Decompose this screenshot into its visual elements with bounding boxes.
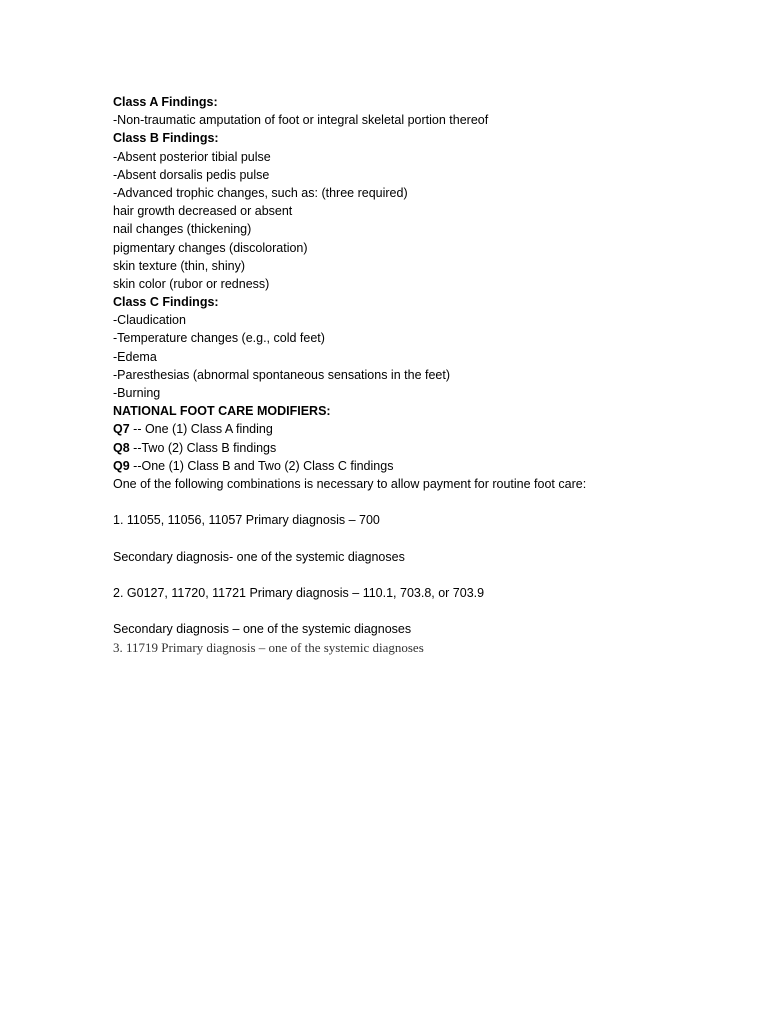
class-c-item: -Temperature changes (e.g., cold feet) [113,331,325,346]
combination-2: 2. G0127, 11720, 11721 Primary diagnosis – 110.1, 703.8, or 703.9 [113,586,485,601]
modifier-text: --Two (2) Class B findings [129,440,277,455]
class-c-item: -Paresthesias (abnormal spontaneous sensations in the feet) [113,367,450,382]
class-b-heading: Class B Findings: [113,131,219,146]
class-b-item: -Advanced trophic changes, such as: (three required) [113,185,408,200]
modifier-code: Q9 [113,458,130,473]
modifier-code: Q7 [113,422,130,437]
modifier-text: --One (1) Class B and Two (2) Class C findings [129,458,394,473]
combination-3: 3. 11719 Primary diagnosis – one of the systemic diagnoses [113,639,424,655]
class-b-item: nail changes (thickening) [113,222,252,237]
modifier-text: -- One (1) Class A finding [129,422,273,437]
modifier-row [113,439,713,457]
class-c-item: -Claudication [113,313,186,328]
combination-1-secondary: Secondary diagnosis- one of the systemic diagnoses [113,549,405,564]
class-b-item: skin texture (thin, shiny) [113,258,245,273]
class-c-item: -Edema [113,349,157,364]
class-a-heading: Class A Findings: [113,95,218,109]
class-b-item: pigmentary changes (discoloration) [113,240,308,255]
class-b-item: hair growth decreased or absent [113,204,293,219]
modifier-row [113,457,713,475]
combinations-intro: One of the following combinations is necessary to allow payment for routine foot care: [113,476,587,491]
modifier-code: Q8 [113,440,130,455]
class-c-item: -Burning [113,386,161,400]
spacer [113,602,713,620]
spacer [113,566,713,584]
combination-2-secondary: Secondary diagnosis – one of the systemic diagnoses [113,622,412,637]
modifier-row [113,420,713,438]
combination-1: 1. 11055, 11056, 11057 Primary diagnosis – 700 [113,513,380,528]
class-c-heading: Class C Findings: [113,295,219,310]
class-b-item: skin color (rubor or redness) [113,276,270,291]
class-b-item: -Absent posterior tibial pulse [113,149,271,164]
class-b-item: -Absent dorsalis pedis pulse [113,167,270,182]
modifiers-heading: NATIONAL FOOT CARE MODIFIERS: [113,404,331,419]
class-a-item: -Non-traumatic amputation of foot or integral skeletal portion thereof [113,113,489,128]
spacer [113,530,713,548]
spacer [113,493,713,511]
document-body [113,93,713,657]
